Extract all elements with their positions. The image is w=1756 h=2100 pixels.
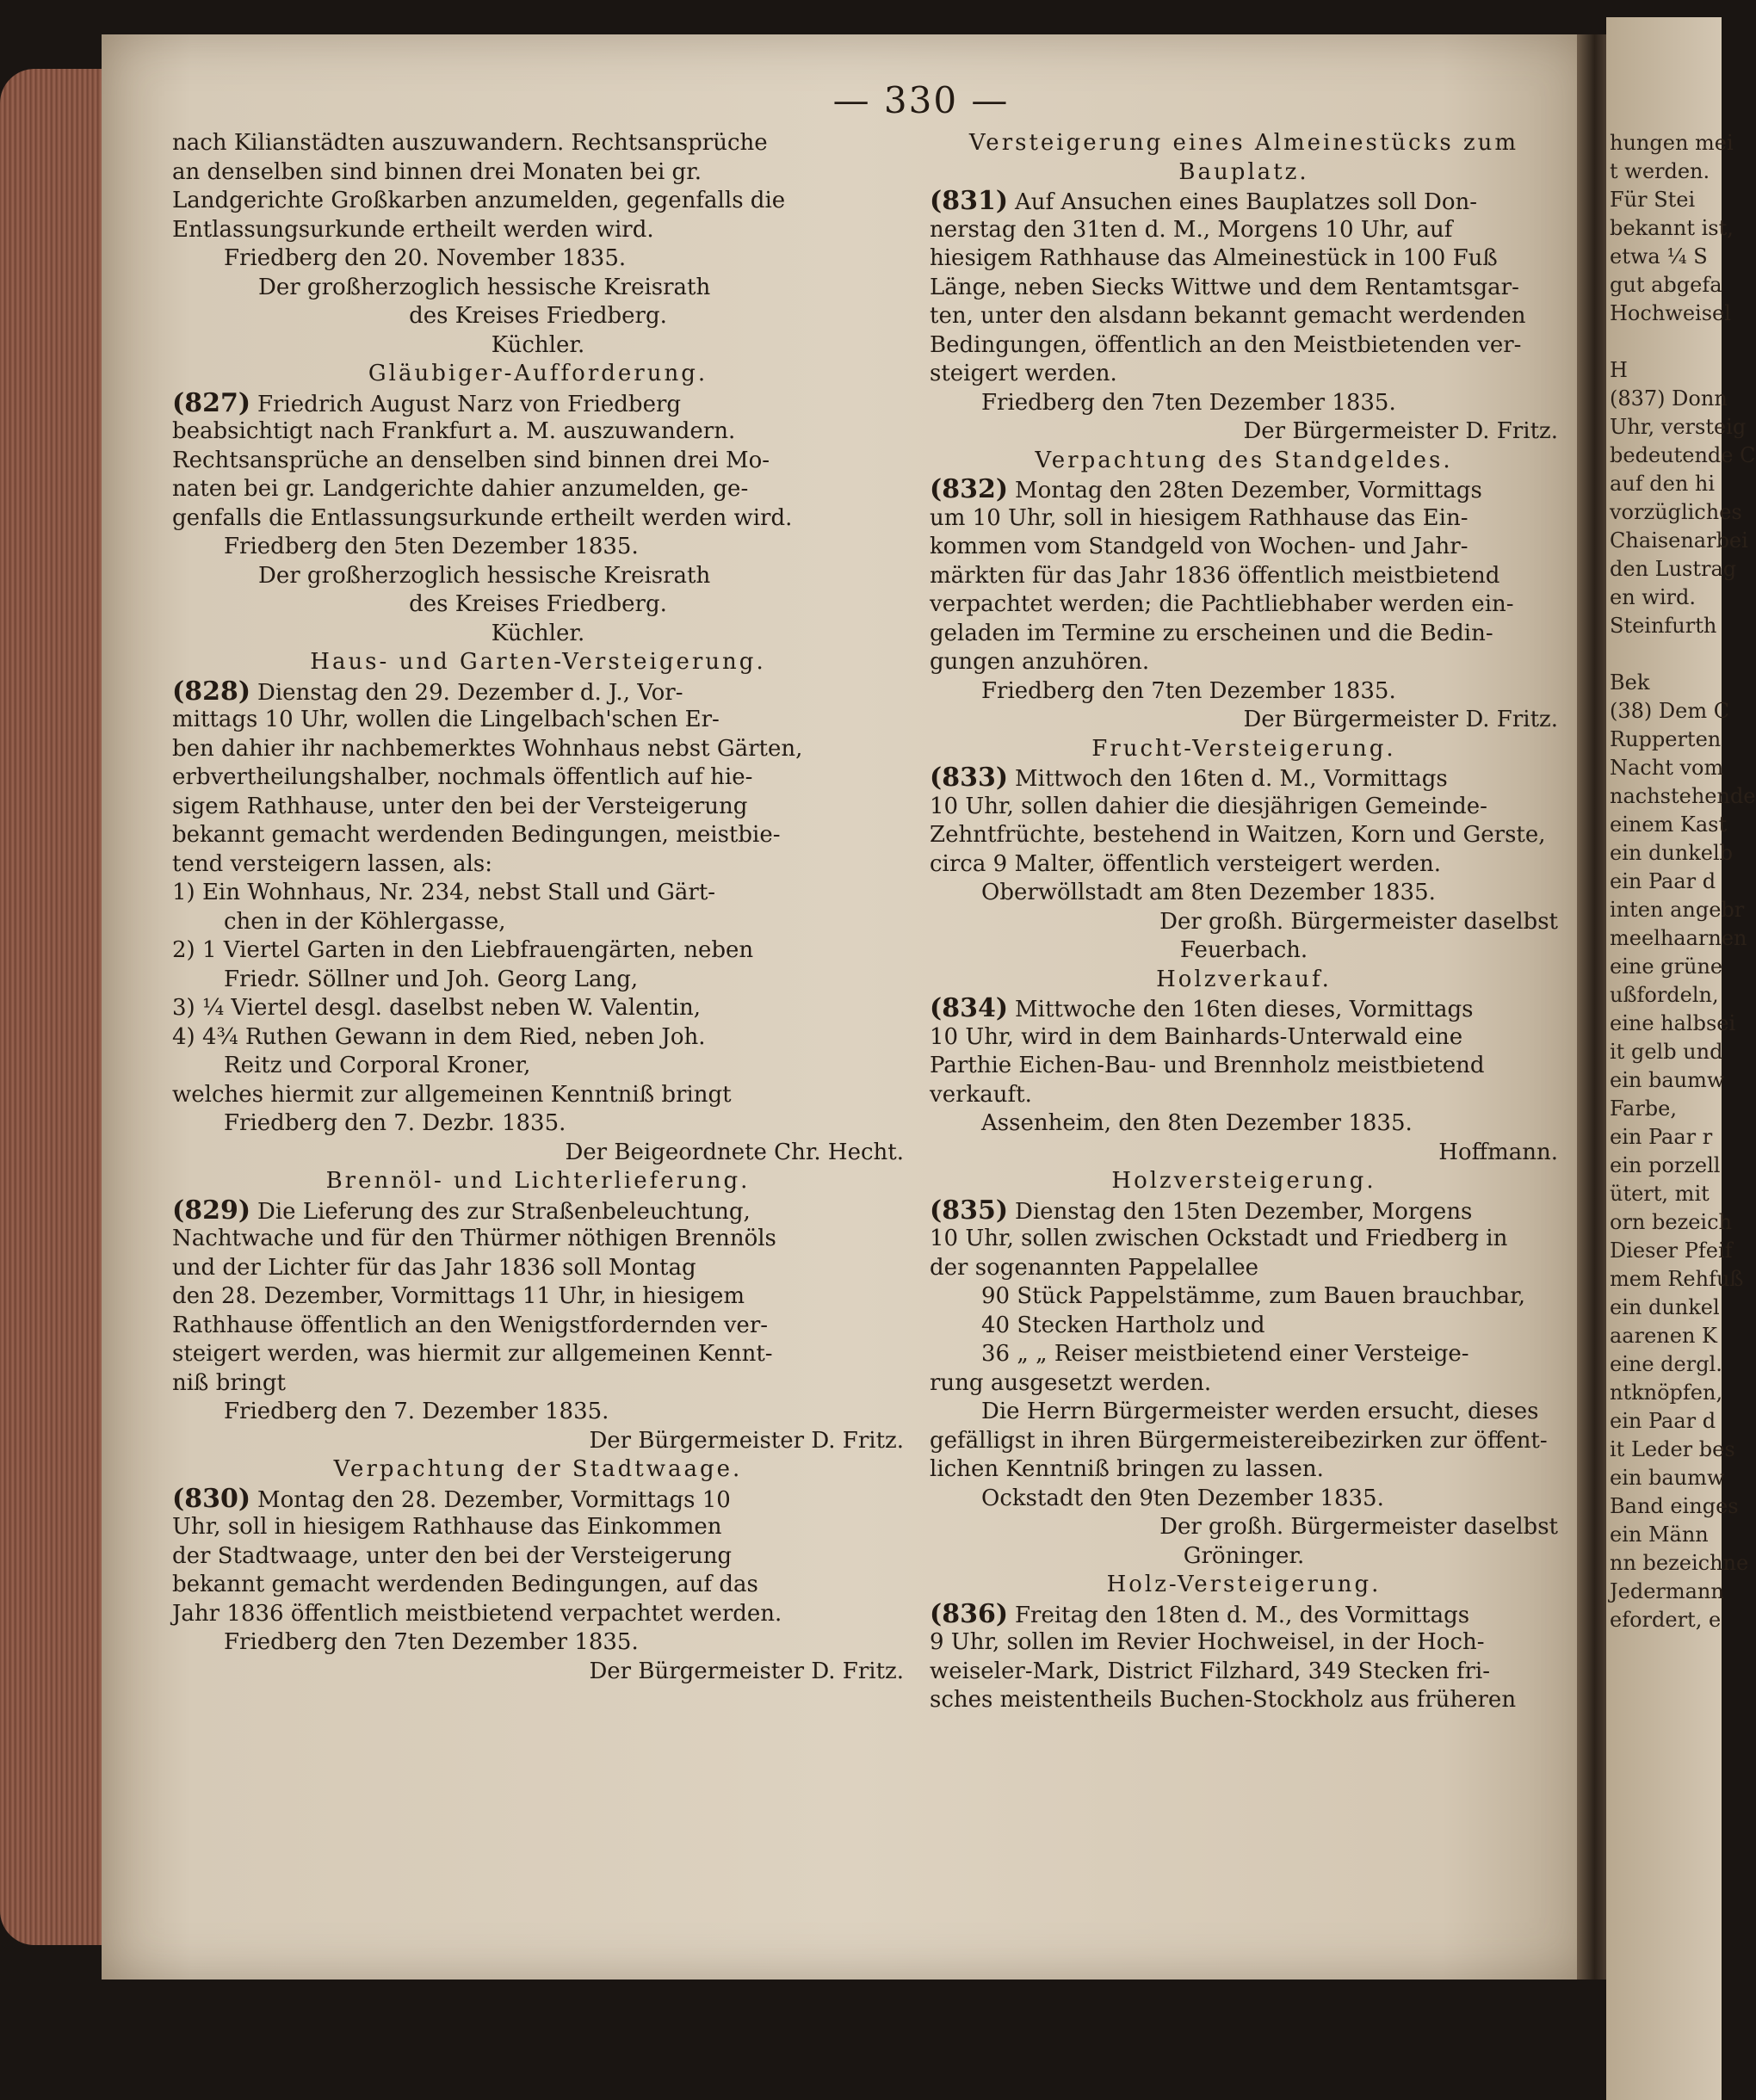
notice-first-line (930, 994, 1558, 1023)
next-page-text-fragment: ußfordeln, (1610, 983, 1719, 1007)
notice-number: (832) (930, 474, 1009, 504)
notice-text: Montag den 28ten Dezember, Vormittags (1015, 478, 1482, 503)
next-page-text-fragment: eine grüne (1610, 954, 1723, 979)
right-column (930, 129, 1558, 1715)
signature-line: Küchler. (491, 620, 585, 646)
next-page-text-fragment: Rupperten (1610, 727, 1722, 751)
next-page-text-fragment: inten angebr (1610, 898, 1745, 922)
next-page-text-fragment: ein Männ (1610, 1522, 1709, 1547)
text-line: 10 Uhr, sollen dahier die diesjährigen Gemeinde- (930, 793, 1487, 819)
section-heading: Haus- und Garten-Versteigerung. (310, 649, 766, 675)
text-line: steigert werden, was hiermit zur allgemeinen Kennt- (172, 1341, 773, 1367)
next-page-text-fragment: eine dergl. (1610, 1352, 1722, 1376)
notice-number: (836) (930, 1598, 1009, 1629)
text-line: 4) 4¾ Ruthen Gewann in dem Ried, neben Joh. (172, 1023, 706, 1050)
text-line: Jahr 1836 öffentlich meistbietend verpachtet werden. (172, 1600, 782, 1627)
next-page-text-fragment: en wird. (1610, 585, 1696, 609)
next-page-text-fragment: ein Paar d (1610, 869, 1716, 893)
text-line: 40 Stecken Hartholz und (981, 1312, 1265, 1338)
notice-text: Mittwoch den 16ten d. M., Vormittags (1015, 766, 1448, 792)
notice-first-line (930, 475, 1558, 504)
text-line: 36 „ „ Reiser meistbietend einer Versteige- (981, 1341, 1469, 1367)
notice-text: Die Lieferung des zur Straßenbeleuchtung, (257, 1198, 751, 1225)
page-number: — 330 — (832, 79, 1010, 121)
text-line: ten, unter den alsdann bekannt gemacht werdenden (930, 303, 1526, 329)
text-line: Uhr, soll in hiesigem Rathhause das Einkommen (172, 1514, 722, 1540)
next-page-text-fragment: mem Rehfuß (1610, 1267, 1744, 1291)
place-date-line: Ockstadt den 9ten Dezember 1835. (981, 1485, 1384, 1511)
notice-first-line (172, 1196, 904, 1226)
signature-line: Der Bürgermeister D. Fritz. (589, 1658, 904, 1684)
text-line: welches hiermit zur allgemeinen Kenntniß bringt (172, 1081, 732, 1108)
text-line: 90 Stück Pappelstämme, zum Bauen brauchbar, (981, 1283, 1525, 1309)
notice-text: Mittwoche den 16ten dieses, Vormittags (1015, 997, 1474, 1022)
next-page-text-fragment: eine halbsei (1610, 1011, 1736, 1035)
next-page-text-fragment: bedeutende C (1610, 443, 1756, 467)
next-page-text-fragment: Bek (1610, 670, 1650, 695)
section-heading: Gläubiger-Aufforderung. (368, 361, 708, 386)
text-line: hiesigem Rathhause das Almeinestück in 100 Fuß (930, 245, 1498, 271)
next-page-fragment (1606, 17, 1756, 2100)
signature-line: Der Bürgermeister D. Fritz. (1243, 418, 1558, 444)
text-line: verpachtet werden; die Pachtliebhaber werden ein- (930, 591, 1514, 617)
text-line: weiseler-Mark, District Filzhard, 349 Stecken fri- (930, 1658, 1491, 1684)
notice-first-line (930, 1196, 1558, 1226)
next-page-text-fragment: it Leder bes (1610, 1437, 1735, 1461)
signature-line: Der Bürgermeister D. Fritz. (1243, 707, 1558, 732)
section-heading: Holzversteigerung. (1111, 1168, 1376, 1194)
next-page-text-fragment: ein baumw (1610, 1068, 1725, 1092)
text-line: den 28. Dezember, Vormittags 11 Uhr, in hiesigem (172, 1283, 745, 1309)
section-heading: Frucht-Versteigerung. (1091, 735, 1396, 762)
next-page-text-fragment: Jedermann (1610, 1579, 1724, 1603)
text-line: circa 9 Malter, öffentlich versteigert werden. (930, 850, 1442, 877)
notice-number: (833) (930, 763, 1009, 793)
signature-line: Der großh. Bürgermeister daselbst (1159, 1514, 1558, 1540)
text-line: Länge, neben Siecks Wittwe und dem Rentamtsgar- (930, 274, 1519, 300)
next-page-text-fragment: ein Paar r (1610, 1125, 1713, 1149)
text-line: 2) 1 Viertel Garten in den Liebfrauengärten, neben (172, 937, 754, 963)
next-page-text-fragment: ütert, mit (1610, 1182, 1710, 1206)
signature-line: Der großherzoglich hessische Kreisrath (258, 562, 711, 589)
text-line: bekannt gemacht werdenden Bedingungen, auf das (172, 1572, 758, 1597)
notice-first-line (930, 763, 1558, 793)
notice-number: (831) (930, 186, 1009, 216)
next-page-text-fragment: hungen mei (1610, 131, 1734, 155)
text-line: Zehntfrüchte, bestehend in Waitzen, Korn und Gerste, (930, 822, 1546, 848)
text-line: beabsichtigt nach Frankfurt a. M. auszuwandern. (172, 418, 736, 444)
notice-text: Dienstag den 15ten Dezember, Morgens (1015, 1198, 1473, 1225)
next-page-text-fragment: t werden. (1610, 159, 1710, 183)
text-line: Nachtwache und für den Thürmer nöthigen Brennöls (172, 1226, 776, 1251)
next-page-text-fragment: einem Kast (1610, 812, 1728, 837)
next-page-text-fragment: gut abgefa (1610, 273, 1722, 297)
text-line: bekannt gemacht werdenden Bedingungen, meistbie- (172, 822, 781, 848)
notice-text: Dienstag den 29. Dezember d. J., Vor- (257, 679, 683, 706)
next-page-text-fragment: aarenen K (1610, 1324, 1717, 1348)
signature-line: des Kreises Friedberg. (409, 591, 667, 617)
signature-line: Der großherzoglich hessische Kreisrath (258, 274, 711, 300)
text-line: genfalls die Entlassungsurkunde ertheilt werden wird. (172, 504, 793, 531)
text-line: gungen anzuhören. (930, 649, 1150, 675)
notice-text: Montag den 28. Dezember, Vormittags 10 (257, 1486, 731, 1513)
text-line: Reitz und Corporal Kroner, (224, 1053, 531, 1078)
section-heading: Verpachtung der Stadtwaage. (333, 1456, 743, 1482)
next-page-text-fragment: ein dunkelb (1610, 841, 1734, 865)
place-date-line: Friedberg den 7ten Dezember 1835. (981, 389, 1396, 416)
text-line: und der Lichter für das Jahr 1836 soll Montag (172, 1254, 696, 1281)
notice-first-line (172, 389, 904, 418)
next-page-text-fragment: ein dunkel (1610, 1295, 1720, 1319)
notice-number: (829) (172, 1195, 251, 1226)
text-line: sigem Rathhause, unter den bei der Versteigerung (172, 793, 748, 819)
text-line: rung ausgesetzt werden. (930, 1369, 1212, 1396)
notice-number: (827) (172, 387, 251, 418)
text-line: an denselben sind binnen drei Monaten bei gr. (172, 158, 702, 185)
next-page-text-fragment: bekannt ist, (1610, 216, 1734, 240)
signature-line: Der Beigeordnete Chr. Hecht. (565, 1139, 904, 1165)
book-page-edges (0, 69, 102, 1945)
next-page-text-fragment: Chaisenarbei (1610, 528, 1748, 553)
next-page-text-fragment: ein Paar d (1610, 1409, 1716, 1433)
section-heading: Brennöl- und Lichterlieferung. (325, 1168, 751, 1194)
signature-line: Hoffmann. (1438, 1139, 1558, 1165)
next-page-text-fragment: Nacht vom (1610, 756, 1724, 780)
signature-line: Der großh. Bürgermeister daselbst (1159, 908, 1558, 935)
signature-line: Küchler. (491, 331, 585, 358)
notice-text: Auf Ansuchen eines Bauplatzes soll Don- (1015, 189, 1478, 215)
text-line: 1) Ein Wohnhaus, Nr. 234, nebst Stall und Gärt- (172, 880, 716, 905)
text-line: geladen im Termine zu erscheinen und die Bedin- (930, 620, 1493, 646)
text-line: der sogenannten Pappelallee (930, 1254, 1259, 1281)
text-line: steigert werden. (930, 361, 1117, 386)
text-line: erbvertheilungshalber, nochmals öffentlich auf hie- (172, 764, 753, 790)
next-page-text-fragment: efordert, e (1610, 1608, 1722, 1632)
place-date-line: Friedberg den 7ten Dezember 1835. (224, 1629, 639, 1655)
next-page-text-fragment: Hochweisel (1610, 301, 1731, 325)
text-line: naten bei gr. Landgerichte dahier anzumelden, ge- (172, 476, 749, 502)
place-date-line: Friedberg den 5ten Dezember 1835. (224, 534, 639, 559)
next-page-text-fragment: meelhaarnen (1610, 926, 1747, 950)
text-line: niß bringt (172, 1369, 286, 1396)
book-gutter (1577, 34, 1606, 1980)
text-line: Die Herrn Bürgermeister werden ersucht, dieses (981, 1399, 1539, 1424)
text-line: der Stadtwaage, unter den bei der Versteigerung (172, 1542, 733, 1569)
notice-first-line (930, 187, 1558, 216)
text-line: 10 Uhr, wird in dem Bainhards-Unterwald eine (930, 1023, 1463, 1050)
text-line: märkten für das Jahr 1836 öffentlich meistbietend (930, 562, 1500, 589)
text-line: 3) ¼ Viertel desgl. daselbst neben W. Valentin, (172, 995, 702, 1021)
next-page-text-fragment: den Lustrag (1610, 557, 1737, 581)
next-page-text-fragment: H (1610, 358, 1628, 382)
text-line: 10 Uhr, sollen zwischen Ockstadt und Friedberg in (930, 1226, 1508, 1251)
next-page-text-fragment: Für Stei (1610, 188, 1696, 212)
text-line: kommen vom Standgeld von Wochen- und Jahr- (930, 534, 1468, 559)
text-line: nerstag den 31ten d. M., Morgens 10 Uhr, auf (930, 216, 1453, 243)
section-heading: Bauplatz. (1178, 158, 1309, 185)
notice-number: (834) (930, 993, 1009, 1023)
next-page-text-fragment: nachstehende (1610, 784, 1756, 808)
notice-first-line (172, 677, 904, 707)
place-date-line: Oberwöllstadt am 8ten Dezember 1835. (981, 880, 1436, 905)
text-line: verkauft. (930, 1081, 1032, 1108)
text-line: Parthie Eichen-Bau- und Brennholz meistbietend (930, 1053, 1485, 1078)
place-date-line: Friedberg den 7. Dezember 1835. (224, 1399, 609, 1424)
next-page-text-fragment: Farbe, (1610, 1096, 1677, 1121)
text-line: 9 Uhr, sollen im Revier Hochweisel, in der Hoch- (930, 1629, 1485, 1655)
text-line: um 10 Uhr, soll in hiesigem Rathhause das Ein- (930, 504, 1468, 531)
signature-line: des Kreises Friedberg. (409, 303, 667, 329)
signature-line: Feuerbach. (1179, 937, 1308, 963)
text-line: sches meistentheils Buchen-Stockholz aus früheren (930, 1687, 1517, 1713)
section-heading: Versteigerung eines Almeinestücks zum (968, 130, 1519, 156)
next-page-text-fragment: (38) Dem C (1610, 699, 1730, 723)
next-page-text-fragment: ein porzell (1610, 1153, 1721, 1177)
left-column (172, 129, 904, 1686)
text-line: chen in der Köhlergasse, (224, 908, 506, 935)
next-page-text-fragment: (837) Donn (1610, 386, 1728, 411)
signature-line: Gröninger. (1183, 1542, 1305, 1569)
section-heading: Verpachtung des Standgeldes. (1035, 447, 1453, 473)
next-page-text-fragment: Steinfurth (1610, 614, 1717, 638)
section-heading: Holz-Versteigerung. (1106, 1572, 1382, 1597)
notice-text: Friedrich August Narz von Friedberg (257, 391, 682, 417)
notice-number: (828) (172, 676, 251, 707)
place-date-line: Friedberg den 7ten Dezember 1835. (981, 677, 1396, 704)
next-page-text-fragment: Uhr, versteig (1610, 415, 1747, 439)
text-line: Rathhause öffentlich an den Wenigstfordernden ver- (172, 1312, 769, 1338)
next-page-text-fragment: Dieser Pfeif (1610, 1238, 1733, 1263)
text-line: Entlassungsurkunde ertheilt werden wird. (172, 216, 654, 243)
text-line: lichen Kenntniß bringen zu lassen. (930, 1456, 1324, 1482)
text-line: nach Kilianstädten auszuwandern. Rechtsansprüche (172, 130, 768, 156)
text-line: gefälligst in ihren Bürgermeistereibezirken zur öffent- (930, 1427, 1548, 1454)
place-date-line: Assenheim, den 8ten Dezember 1835. (981, 1110, 1413, 1136)
place-date-line: Friedberg den 20. November 1835. (224, 245, 627, 271)
notice-text: Freitag den 18ten d. M., des Vormittags (1015, 1602, 1470, 1628)
text-line: mittags 10 Uhr, wollen die Lingelbach'schen Er- (172, 707, 720, 732)
next-page-text-fragment: etwa ¼ S (1610, 244, 1708, 269)
text-line: Bedingungen, öffentlich an den Meistbietenden ver- (930, 331, 1522, 358)
notice-number: (830) (172, 1483, 251, 1514)
next-page-text-fragment: ntknöpfen, (1610, 1380, 1723, 1405)
next-page-text-fragment: auf den hi (1610, 472, 1716, 496)
next-page-text-fragment (1606, 328, 1722, 356)
next-page-text-fragment (1606, 640, 1722, 669)
text-line: tend versteigern lassen, als: (172, 850, 493, 877)
section-heading: Holzverkauf. (1156, 966, 1332, 992)
notice-number: (835) (930, 1195, 1009, 1226)
next-page-text-fragment: orn bezeich (1610, 1210, 1732, 1234)
text-line: Friedr. Söllner und Joh. Georg Lang, (224, 966, 639, 992)
signature-line: Der Bürgermeister D. Fritz. (589, 1427, 904, 1454)
next-page-text-fragment: it gelb und (1610, 1040, 1723, 1064)
next-page-text-fragment: nn bezeichne (1610, 1551, 1749, 1575)
next-page-text-fragment: ein baumw (1610, 1466, 1725, 1490)
notice-first-line (930, 1600, 1558, 1629)
place-date-line: Friedberg den 7. Dezbr. 1835. (224, 1110, 566, 1136)
text-line: Rechtsansprüche an denselben sind binnen drei Mo- (172, 447, 770, 473)
next-page-text-fragment: Band einges (1610, 1494, 1739, 1518)
notice-first-line (172, 1485, 904, 1514)
text-line: Landgerichte Großkarben anzumelden, gegenfalls die (172, 188, 786, 213)
text-line: ben dahier ihr nachbemerktes Wohnhaus nebst Gärten, (172, 735, 803, 762)
next-page-text-fragment: vorzügliches (1610, 500, 1742, 524)
